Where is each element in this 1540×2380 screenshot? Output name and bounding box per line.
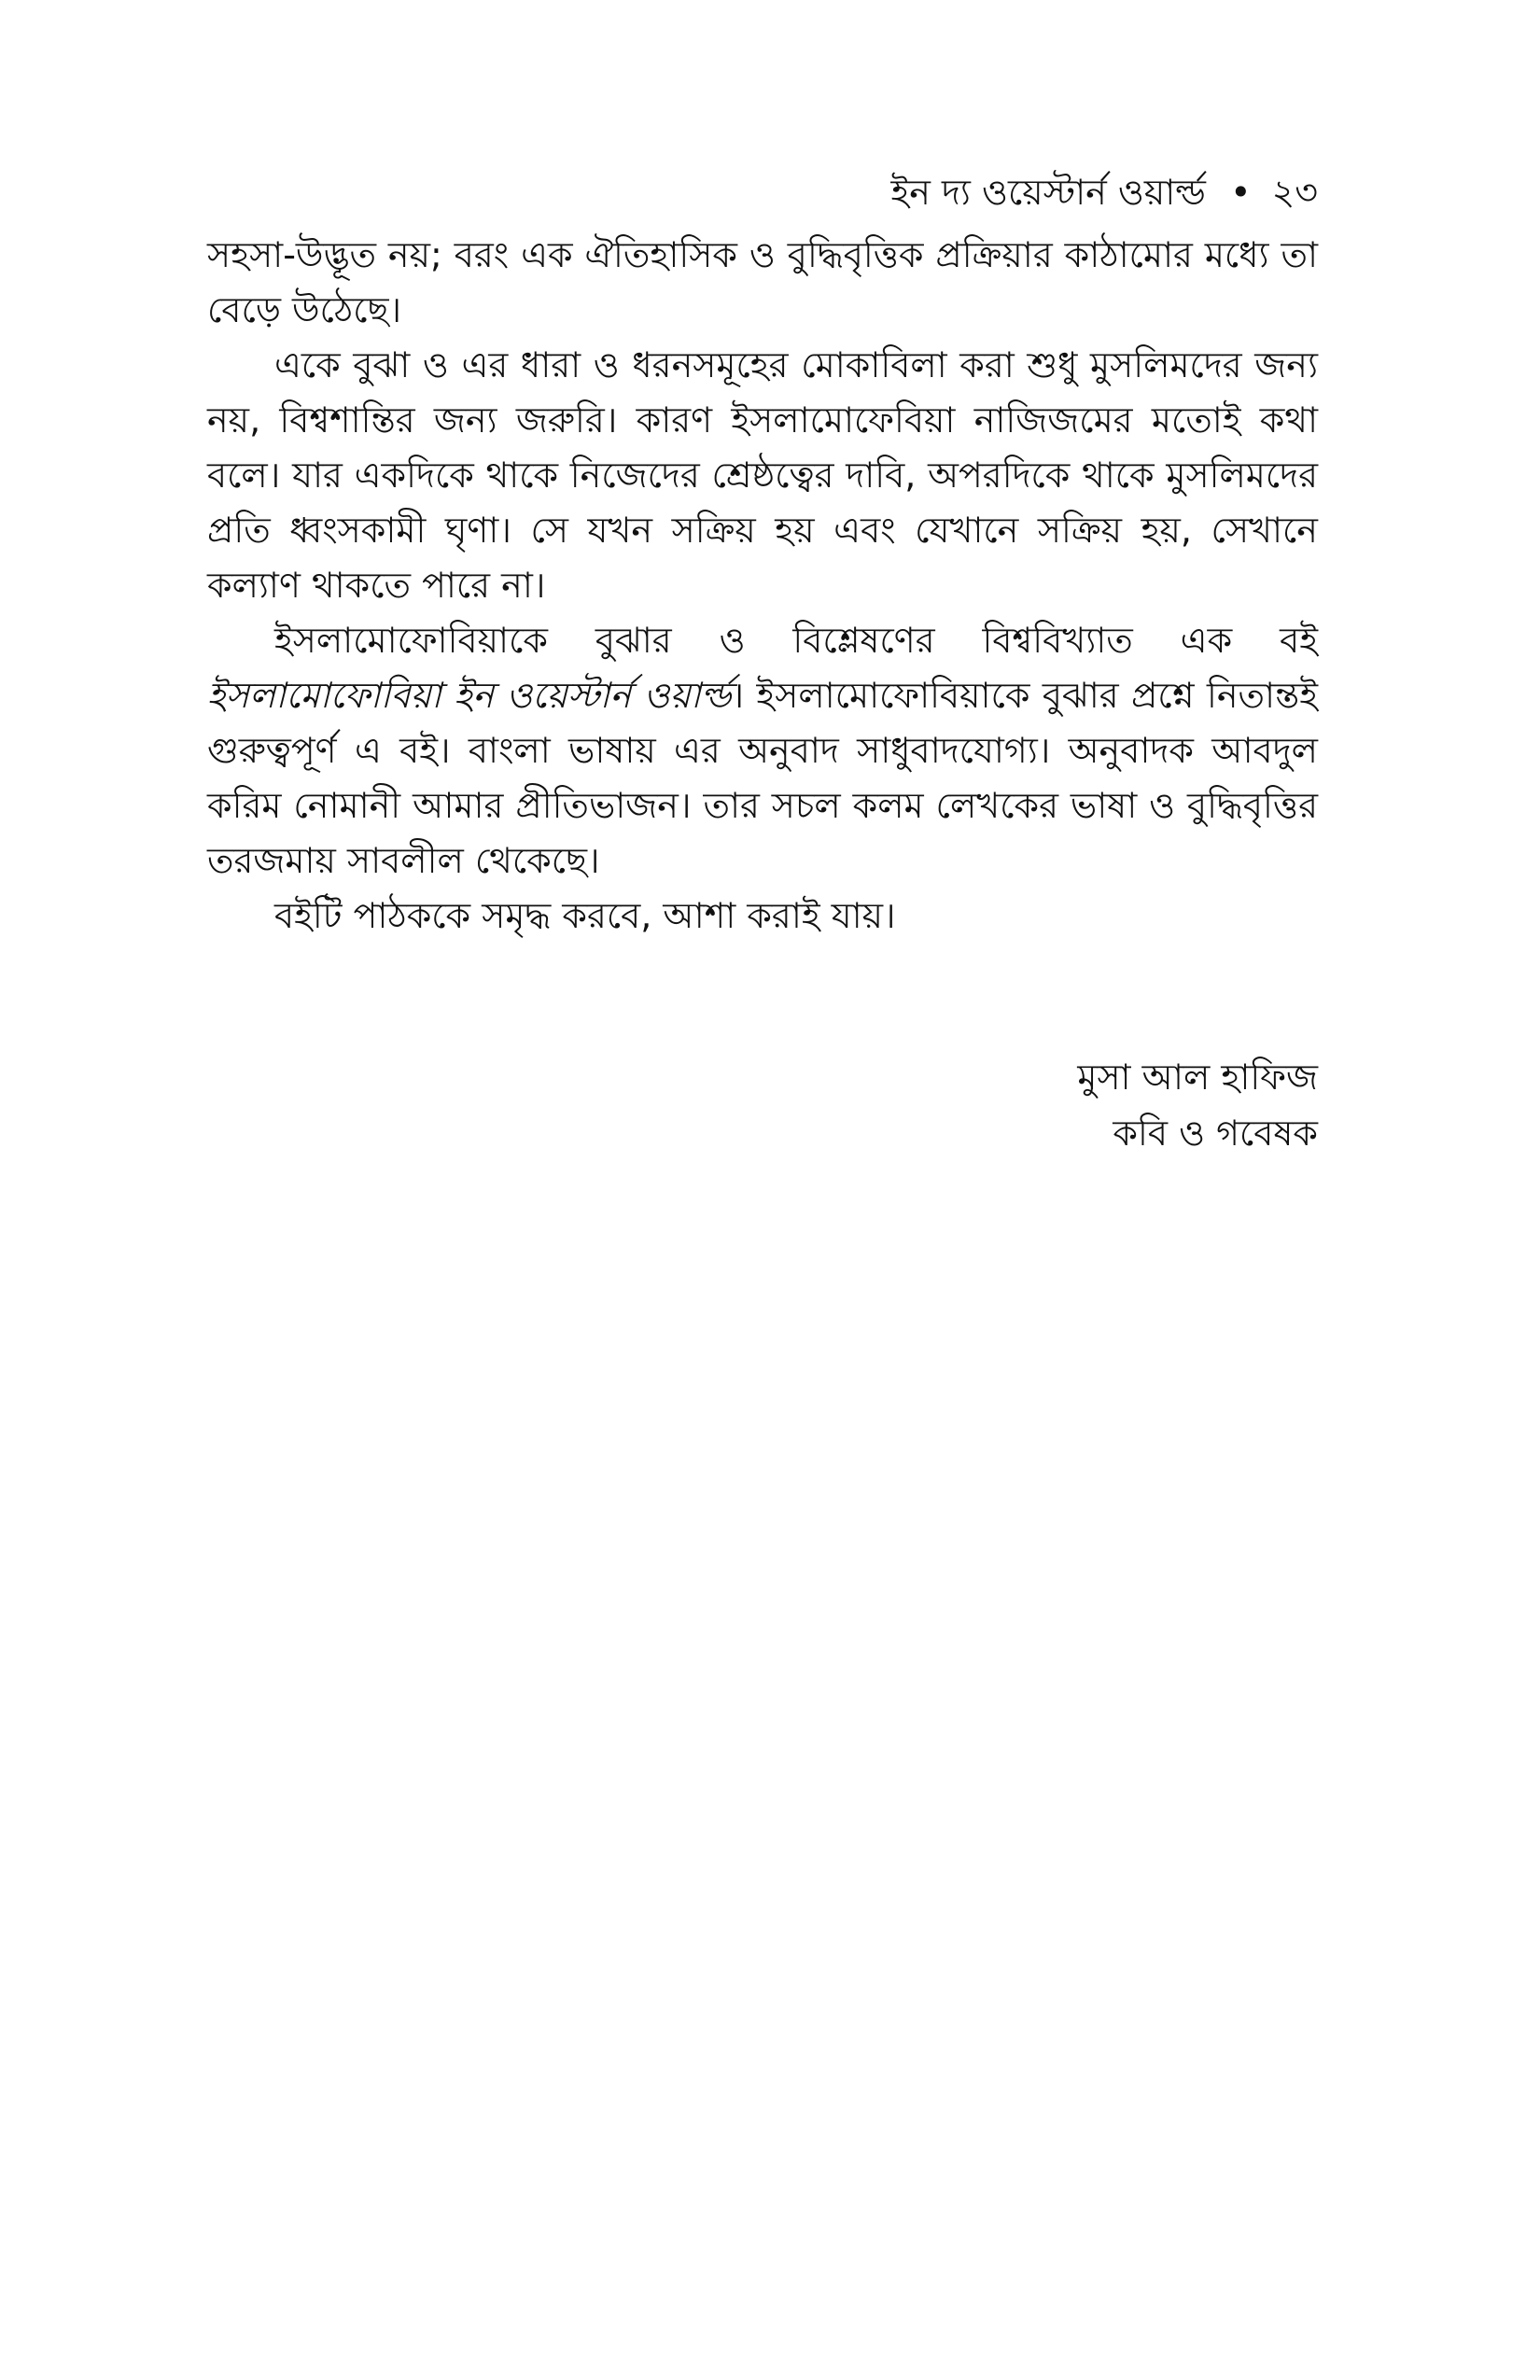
body-text [207,228,1318,944]
paragraph-2: একে বুঝা ও এর ধারা ও ধরনসমূহের মোকাবিলা করা শুধু মুসলিমদের জন্য নয়, বিশ্বশান্তির জন্য জরুরি। কারণ ইসলামোফেবিয়া নাজিজমের মতোই কথা বলে। যার একদিকে থাকে নিজেদের শ্রেষ্ঠত্বের দাবি, অপরদিকে থাকে মুসলিমদের প্রতি ধ্বংসকামী ঘৃণা। সে যখন সক্রিয় হয় এবং যেখানে সক্রিয় হয়, সেখানে কল্যাণ থাকতে পারে না। [207,344,1318,606]
signature-block [1077,1049,1318,1161]
header-separator: • [1230,172,1252,213]
paragraph-1: সহসা-উদ্ভূত নয়; বরং এক ঐতিহাসিক ও বুদ্ধিবৃত্তিক প্রক্রিয়ার কাঠামোর মধ্যে তা বেড়ে উঠেছে। [207,234,1318,330]
author-name: মুসা আল হাফিজ [1077,1057,1318,1098]
author-role: কবি ও গবেষক [1113,1113,1318,1154]
book-title: ইসলামোফোবিয়া ইন ওয়েস্টার্ন ওয়ার্ল্ড [207,675,732,716]
paragraph-4: বইটি পাঠককে সমৃদ্ধ করবে, আশা করাই যায়। [274,895,896,936]
running-header-title: ইন দ্য ওয়েস্টার্ন ওয়ার্ল্ড [890,172,1206,213]
running-header [890,166,1318,218]
paragraph-3 [207,613,1318,889]
page-number: ২৩ [1271,172,1318,213]
paragraph-3-start: ইসলামোফোবিয়াকে বুঝার ও বিশ্লেষণের বিশ্ববিখ্যাত এক বই [274,620,1318,661]
paragraph-3-end: । ইসলামোফোবিয়াকে বুঝার প্রশ্নে নিতান্তই গুরুত্বপূর্ণ এ বই। বাংলা ভাষায় এর অনুবাদ সাধুবাদযোগ্য। অনুবাদক আবদুল করিম নোমানী আমার প্রীতিভাজন। তার সচল কলম লেখকের ভাষা ও বুদ্ধিবৃত্তির তরজমায় সাবলীল থেকেছে। [207,675,1318,881]
